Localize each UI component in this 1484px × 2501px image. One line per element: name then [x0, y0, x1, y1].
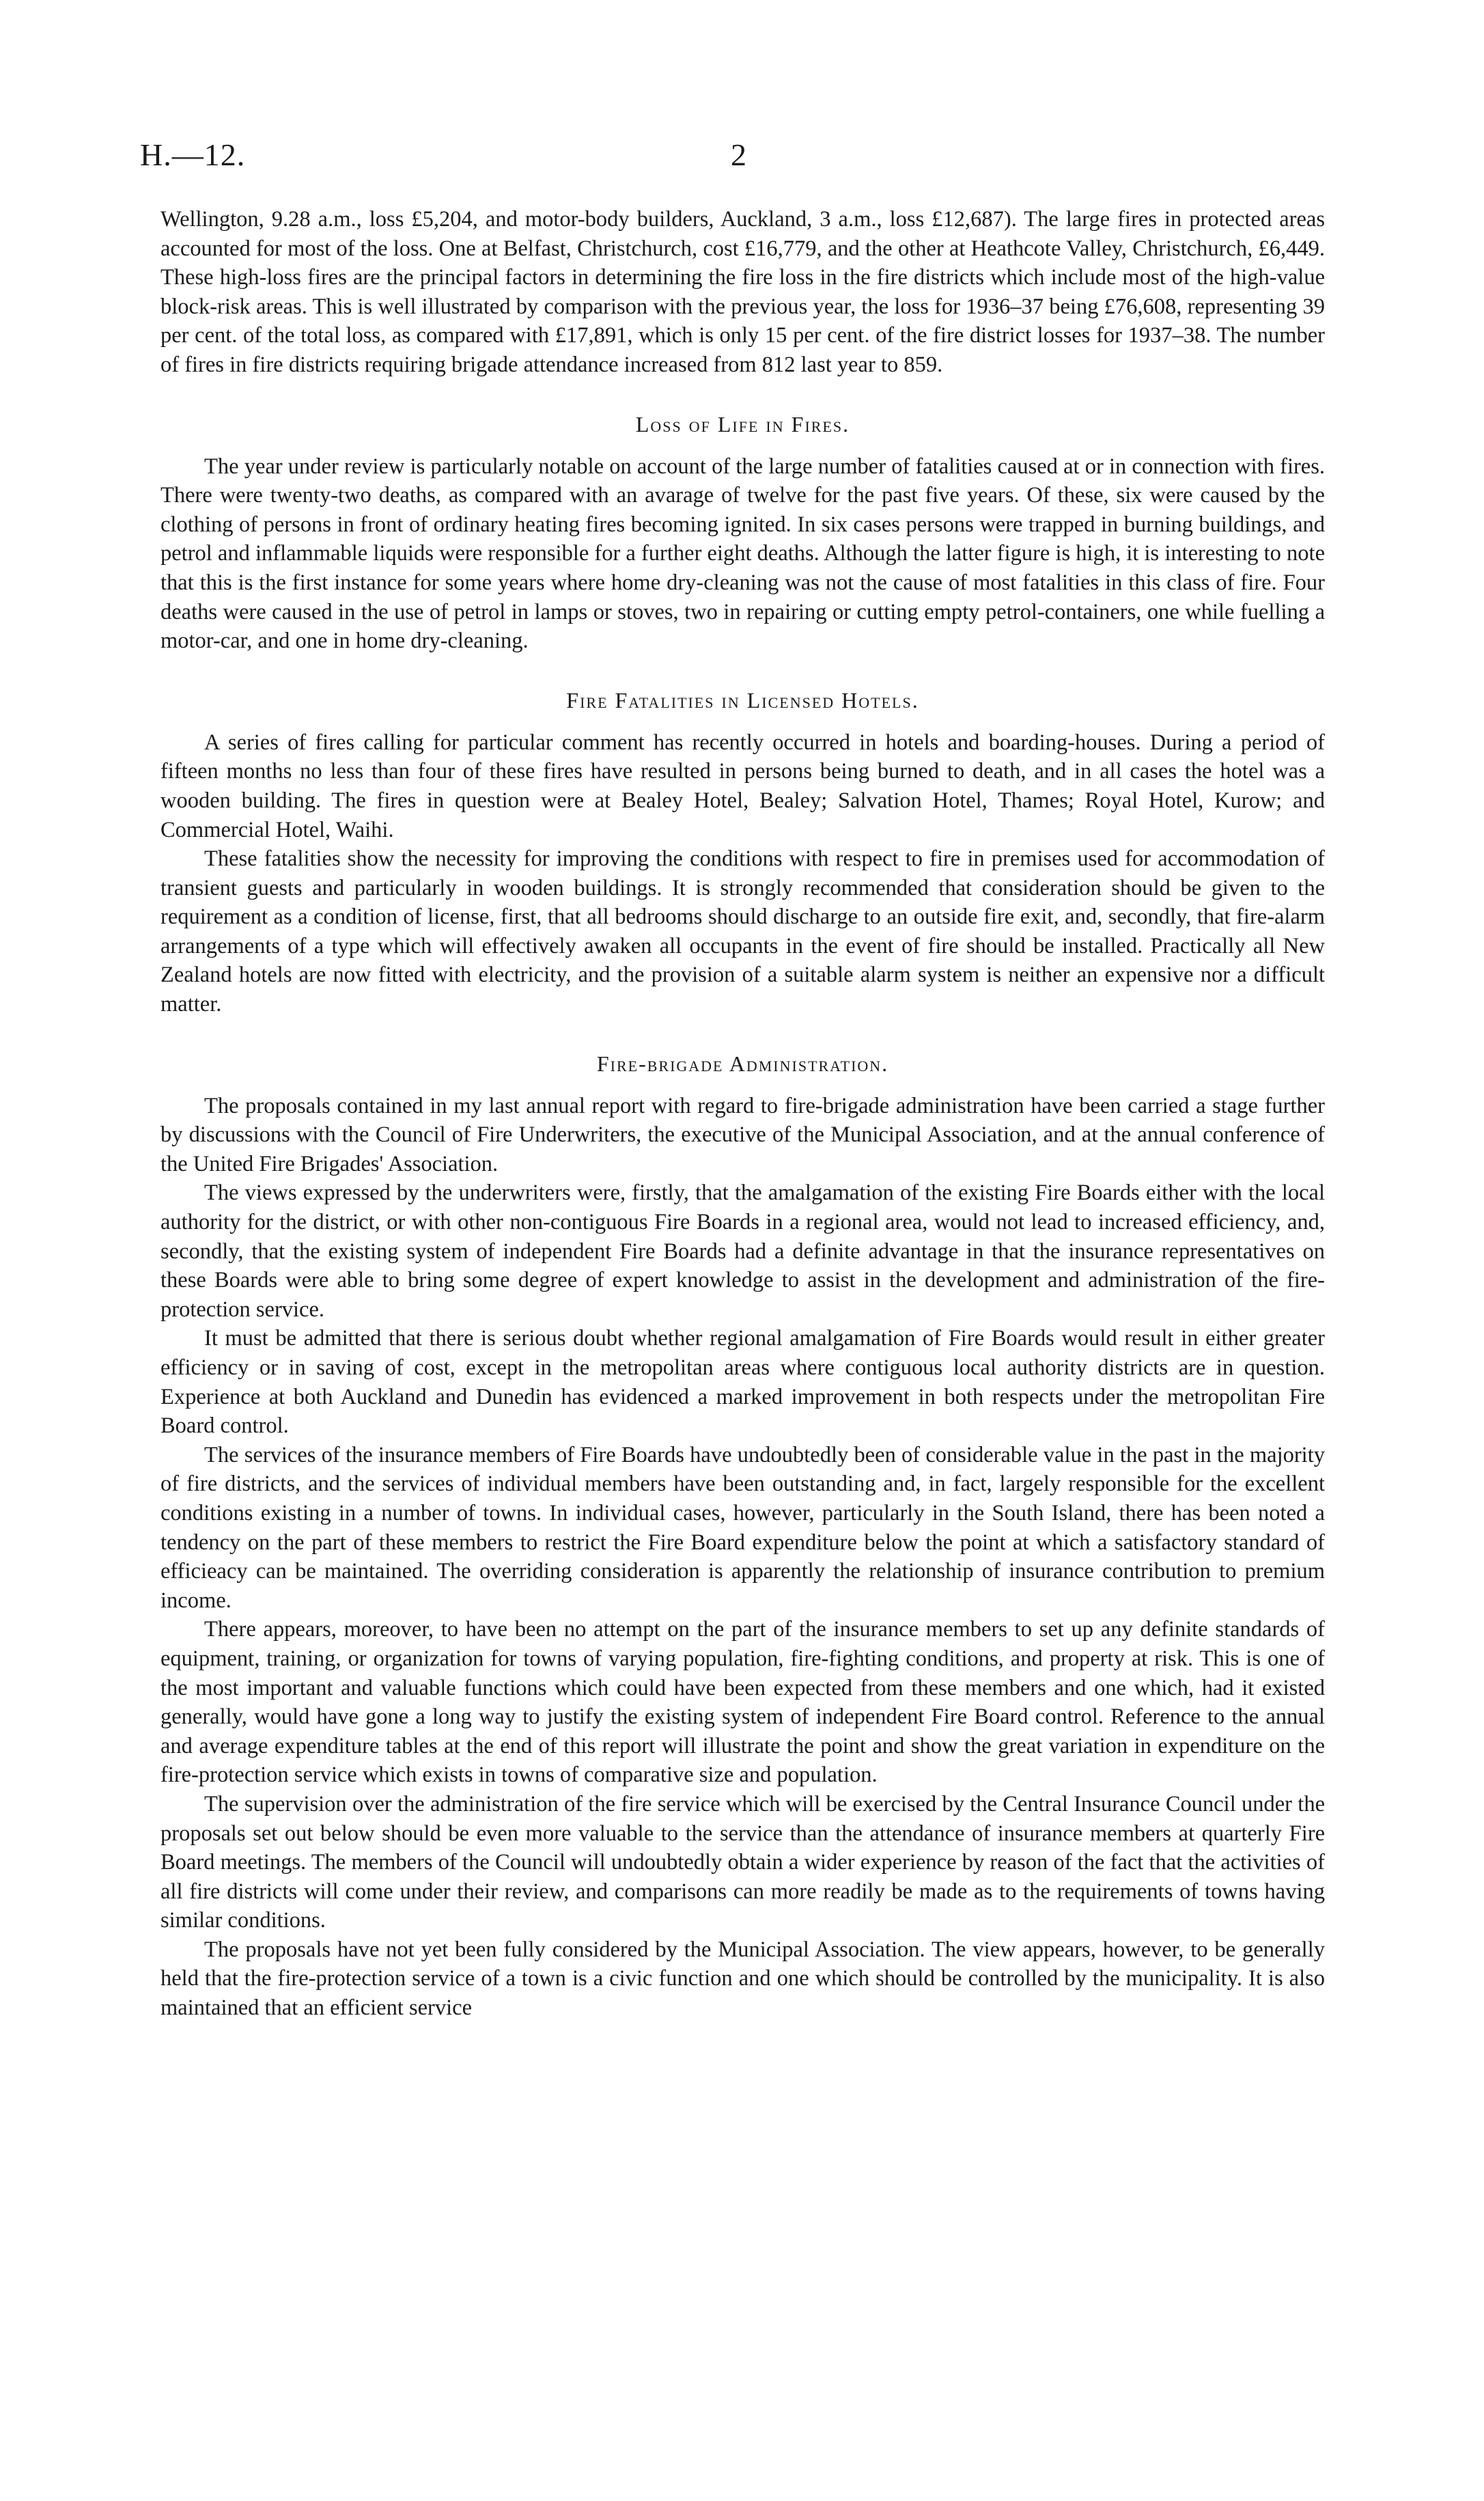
document-body — [160, 205, 1325, 2023]
paragraph: A series of fires calling for particular comment has recently occurred in hotels and boarding-houses. During a period of fifteen months no less than four of these fires have resulted in persons being burned to death, and in all cases the hotel was a wooden building. The fires in question were at Bealey Hotel, Bealey; Salvation Hotel, Thames; Royal Hotel, Kurow; and Commercial Hotel, Waihi. — [160, 730, 1325, 842]
paragraph: The year under review is particularly notable on account of the large number of fatalities caused at or in connection with fires. There were twenty-two deaths, as compared with an avarage of twelve for the past five years. Of these, six were caused by the clothing of persons in front of ordinary heating fires becoming ignited. In six cases persons were trapped in burning buildings, and petrol and inflammable liquids were responsible for a further eight deaths. Although the latter figure is high, it is interesting to note that this is the first instance for some years where home dry-cleaning was not the cause of most fatalities in this class of fire. Four deaths were caused in the use of petrol in lamps or stoves, two in repairing or cutting empty petrol-containers, one while fuelling a motor-car, and one in home dry-cleaning. — [160, 454, 1325, 654]
heading-loss-of-life: Loss of Life in Fires. — [635, 411, 850, 437]
paragraph: The supervision over the administration of the fire service which will be exercised by the Central Insurance Council under the proposals set out below should be even more valuable to the service than the attendance of insurance members at quarterly Fire Board meetings. The members of the Council will undoubtedly obtain a wider experience by reason of the fact that the activities of all fire districts will come under their review, and comparisons can more readily be made as to the requirements of towns having similar conditions. — [160, 1791, 1325, 1933]
page-number: 2 — [731, 137, 746, 172]
paragraph: The views expressed by the underwriters were, firstly, that the amalgamation of the existing Fire Boards either with the local authority for the district, or with other non-contiguous Fire Boards in a regional area, would not lead to increased efficiency, and, secondly, that the existing system of independent Fire Boards had a definite advantage in that the insurance representatives on these Boards were able to bring some degree of expert knowledge to assist in the development and administration of the fire-protection service. — [160, 1180, 1325, 1322]
heading-fire-fatalities-hotels: Fire Fatalities in Licensed Hotels. — [566, 687, 919, 713]
intro-paragraph: Wellington, 9.28 a.m., loss £5,204, and motor-body builders, Auckland, 3 a.m., loss £12,687). The large fires in protected areas accounted for most of the loss. One at Belfast, Christchurch, cost £16,779, and the other at Heathcote Valley, Christchurch, £6,449. These high-loss fires are the principal factors in determining the fire loss in the fire districts which include most of the high-value block-risk areas. This is well illustrated by comparison with the previous year, the loss for 1936–37 being £76,608, representing 39 per cent. of the total loss, as compared with £17,891, which is only 15 per cent. of the fire district losses for 1937–38. The number of fires in fire districts requiring brigade attendance increased from 812 last year to 859. — [160, 207, 1325, 377]
paragraph: There appears, moreover, to have been no attempt on the part of the insurance members to set up any definite standards of equipment, training, or organization for towns of varying population, fire-fighting conditions, and property at risk. This is one of the most important and valuable functions which could have been expected from these members and one which, had it existed generally, would have gone a long way to justify the existing system of independent Fire Board control. Reference to the annual and average expenditure tables at the end of this report will illustrate the point and show the great variation in expenditure on the fire-protection service which exists in towns of comparative size and population. — [160, 1617, 1325, 1788]
paragraph: It must be admitted that there is serious doubt whether regional amalgamation of Fire Boards would result in either greater efficiency or in saving of cost, except in the metropolitan areas where contiguous local authority districts are in question. Experience at both Auckland and Dunedin has evidenced a marked improvement in both respects under the metropolitan Fire Board control. — [160, 1326, 1325, 1439]
paragraph: These fatalities show the necessity for improving the conditions with respect to fire in premises used for accommodation of transient guests and particularly in wooden buildings. It is strongly recommended that consideration should be given to the requirement as a condition of license, first, that all bedrooms should discharge to an outside fire exit, and, secondly, that fire-alarm arrangements of a type which will effectively awaken all occupants in the event of fire should be installed. Practically all New Zealand hotels are now fitted with electricity, and the provision of a suitable alarm system is neither an expensive nor a difficult matter. — [160, 846, 1325, 1017]
page-header — [140, 137, 1344, 184]
paragraph: The proposals have not yet been fully considered by the Municipal Association. The view appears, however, to be generally held that the fire-protection service of a town is a civic function and one which should be controlled by the municipality. It is also maintained that an efficient service — [160, 1937, 1325, 2021]
heading-fire-brigade-administration: Fire-brigade Administration. — [596, 1051, 889, 1076]
document-reference: H.—12. — [140, 137, 246, 172]
paragraph: The proposals contained in my last annual report with regard to fire-brigade administration have been carried a stage further by discussions with the Council of Fire Underwriters, the executive of the Municipal Association, and at the annual conference of the United Fire Brigades' Association. — [160, 1093, 1325, 1176]
paragraph: The services of the insurance members of Fire Boards have undoubtedly been of considerable value in the past in the majority of fire districts, and the services of individual members have been outstanding and, in fact, largely responsible for the excellent conditions existing in a number of towns. In individual cases, however, particularly in the South Island, there has been noted a tendency on the part of these members to restrict the Fire Board expenditure below the point at which a satisfactory standard of efficieacy can be maintained. The overriding consideration is apparently the relationship of insurance contribution to premium income. — [160, 1442, 1325, 1613]
